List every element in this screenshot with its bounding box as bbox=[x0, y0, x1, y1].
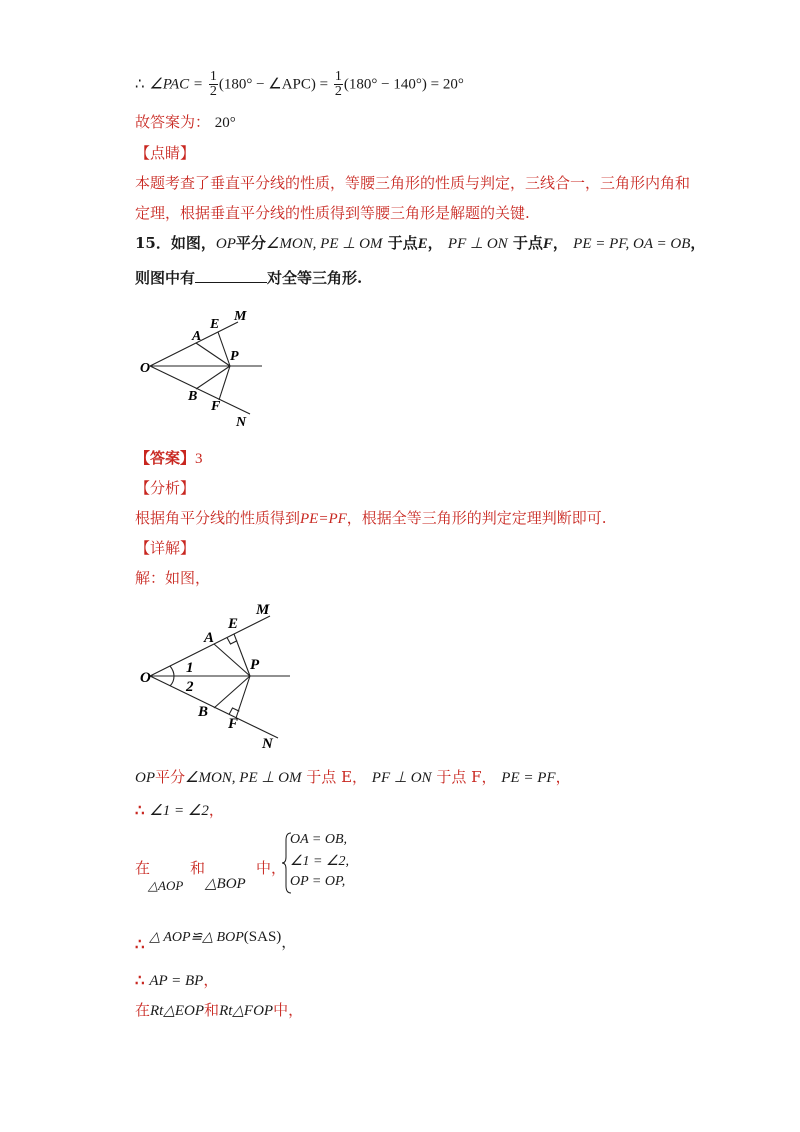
question-number: 15． bbox=[135, 234, 171, 252]
label-E: E bbox=[228, 616, 239, 632]
angle-arc-2 bbox=[170, 676, 174, 686]
answer-value: 3 bbox=[195, 451, 203, 467]
step-3-tri2: △BOP bbox=[205, 876, 246, 892]
formula-expr2: (180° − 140°) = 20° bbox=[343, 76, 464, 93]
system-row-1: OA = OB, bbox=[290, 832, 348, 847]
ray-on bbox=[150, 366, 250, 414]
label-A: A bbox=[192, 329, 202, 344]
label-M: M bbox=[256, 602, 270, 618]
step-3-tri1: △AOP bbox=[148, 878, 184, 893]
system-row-3: OP = OP, bbox=[290, 874, 346, 889]
figure-2 bbox=[138, 598, 298, 754]
step-4: ∴ △ AOP≌△ BOP(SAS)， bbox=[135, 929, 297, 953]
label-O: O bbox=[140, 670, 151, 686]
step-3-zhong: 中， bbox=[256, 859, 287, 877]
question-15-line-1: 15．如图，OP平分∠MON, PE ⊥ OM 于点E， PF ⊥ ON 于点F， PE = PF, OA = OB， bbox=[135, 234, 706, 252]
system-row-2: ∠1 = ∠2, bbox=[290, 854, 350, 869]
answer-line: 【答案】3 bbox=[135, 449, 203, 467]
label-F: F bbox=[228, 716, 239, 732]
formula-lhs: ∠PAC = bbox=[149, 76, 204, 93]
equation-system bbox=[282, 832, 372, 894]
formula-expr1: (180° − ∠APC) = bbox=[218, 76, 329, 93]
segment-bp bbox=[196, 366, 230, 389]
label-F: F bbox=[211, 399, 221, 414]
step-3-zai: 在 bbox=[135, 859, 151, 877]
label-angle-1: 1 bbox=[186, 660, 194, 676]
segment-ap bbox=[196, 343, 230, 366]
label-N: N bbox=[236, 415, 247, 428]
ray-on bbox=[150, 676, 278, 738]
step-2: ∴ ∠1 = ∠2， bbox=[135, 801, 224, 819]
fraction-one-half: $\frac{1}{2}$ bbox=[209, 69, 217, 99]
label-B: B bbox=[188, 389, 198, 404]
step-1: OP平分∠MON, PE ⊥ OM 于点 E， PF ⊥ ON 于点 F， PE = PF， bbox=[135, 768, 571, 786]
label-E: E bbox=[210, 317, 220, 332]
label-O: O bbox=[140, 361, 151, 376]
prev-answer-value: 20° bbox=[214, 115, 236, 131]
segment-pe bbox=[218, 332, 230, 366]
answer-blank bbox=[195, 268, 267, 283]
step-5: ∴ AP = BP， bbox=[135, 971, 219, 989]
segment-pf bbox=[219, 366, 230, 400]
label-B: B bbox=[198, 704, 209, 720]
label-P: P bbox=[230, 349, 239, 364]
segment-pe bbox=[234, 634, 250, 676]
segment-ap bbox=[214, 644, 250, 676]
label-M: M bbox=[234, 309, 247, 324]
dianjing-heading: 【点睛】 bbox=[135, 144, 196, 162]
step-6: 在Rt△EOP和Rt△FOP中， bbox=[135, 1001, 304, 1019]
step-3-he: 和 bbox=[190, 859, 206, 877]
label-P: P bbox=[250, 657, 260, 673]
figure-1 bbox=[138, 300, 278, 428]
question-15-line-2: 则图中有 对全等三角形. bbox=[135, 269, 363, 287]
angle-arc-1 bbox=[170, 666, 174, 676]
therefore-symbol: ∴ bbox=[135, 74, 145, 93]
fraction-one-half: $\frac{1}{2}$ bbox=[334, 69, 342, 99]
fenxi-heading: 【分析】 bbox=[135, 479, 196, 497]
formula-pac bbox=[135, 70, 464, 99]
label-N: N bbox=[262, 736, 273, 752]
dianjing-line-1: 本题考查了垂直平分线的性质，等腰三角形的性质与判定，三线合一，三角形内角和 bbox=[135, 174, 691, 192]
xiangjie-heading: 【详解】 bbox=[135, 539, 196, 557]
label-angle-2: 2 bbox=[186, 679, 194, 695]
fenxi-text: 根据角平分线的性质得到PE=PF，根据全等三角形的判定定理判断即可. bbox=[135, 509, 607, 527]
label-A: A bbox=[204, 630, 215, 646]
dianjing-line-2: 定理，根据垂直平分线的性质得到等腰三角形是解题的关键. bbox=[135, 204, 530, 222]
xiangjie-intro: 解：如图， bbox=[135, 569, 211, 587]
prev-answer-line: 故答案为： 20° bbox=[135, 113, 236, 131]
